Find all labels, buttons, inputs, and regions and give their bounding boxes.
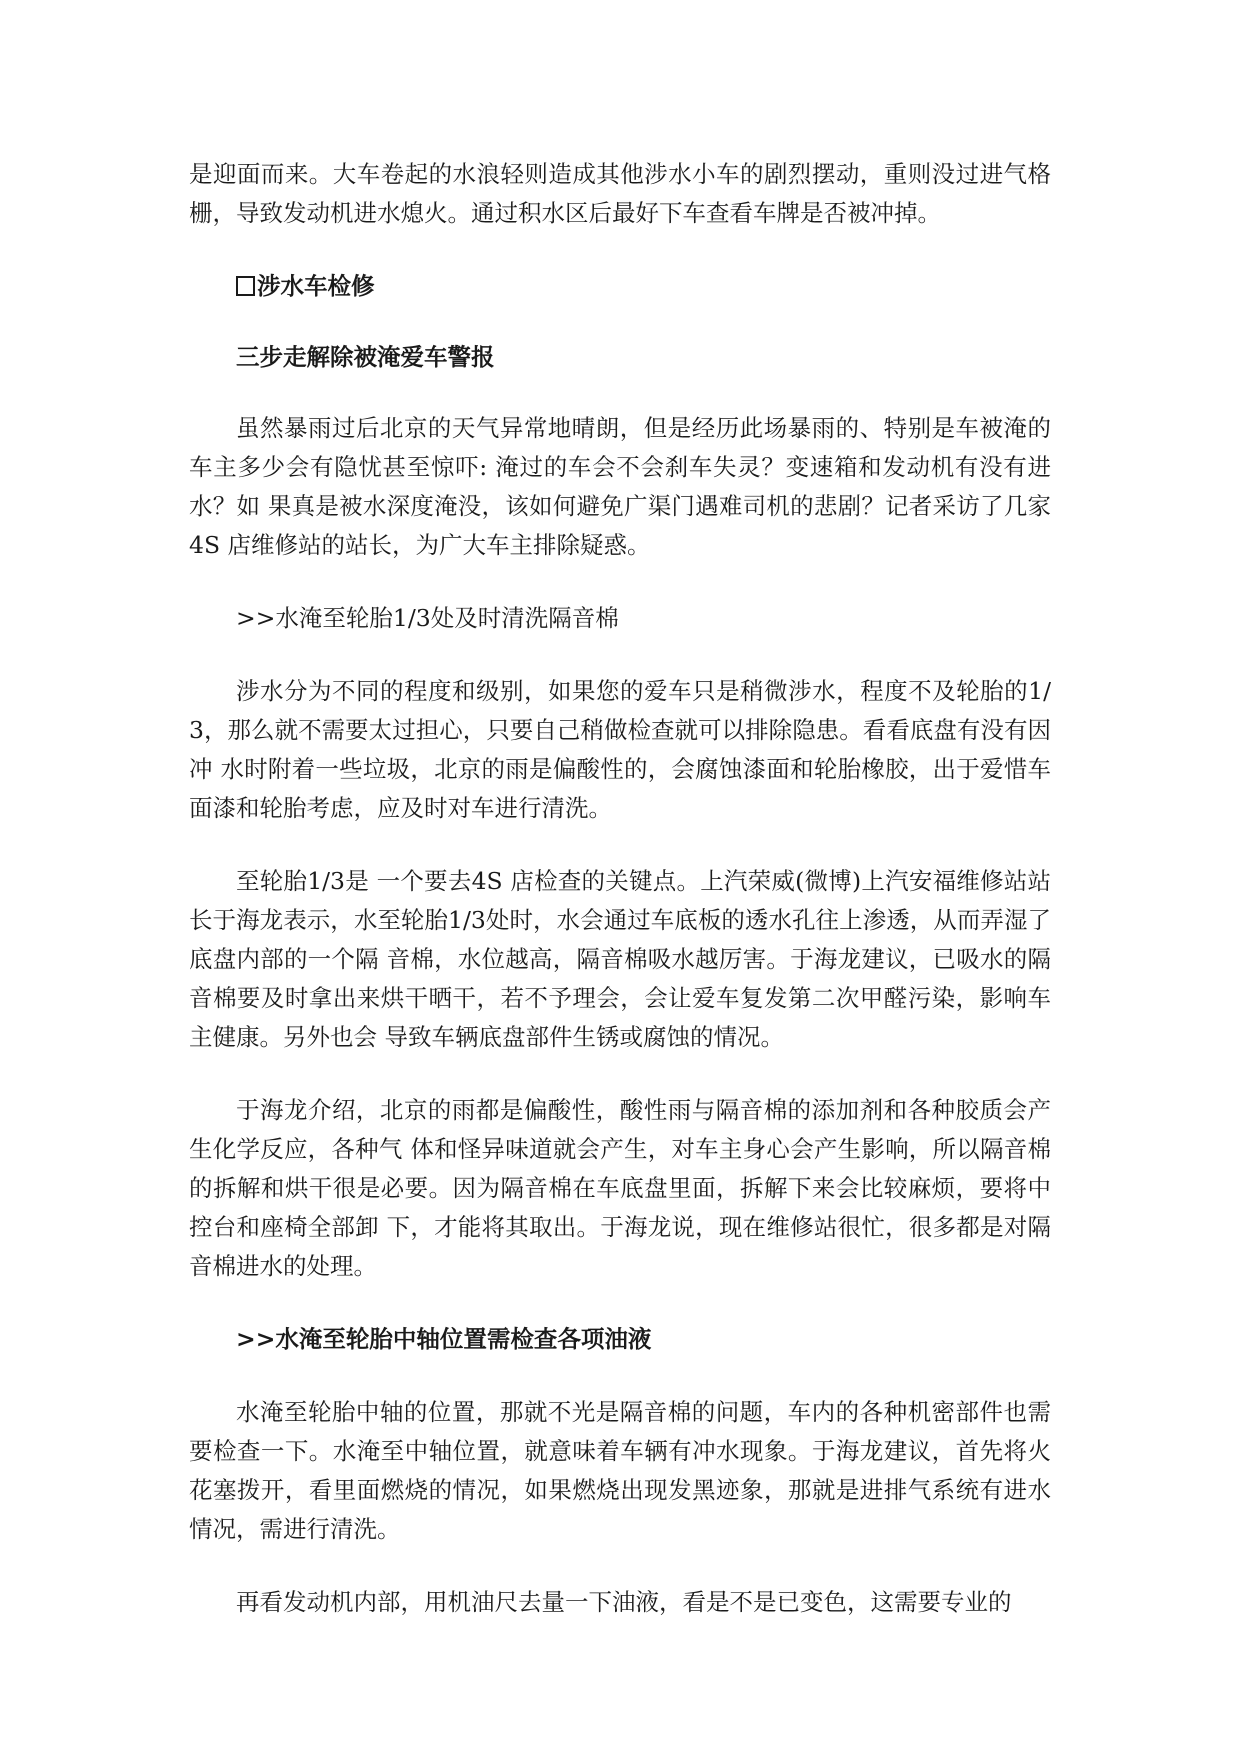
spacer [189, 1359, 1051, 1393]
section-heading-text: 涉水车检修 [257, 272, 375, 300]
spacer [189, 828, 1051, 862]
spacer [189, 233, 1051, 267]
paragraph-6: 再看发动机内部，用机油尺去量一下油液，看是不是已变色，这需要专业的 [236, 1588, 1012, 1616]
spacer [189, 1286, 1051, 1320]
paragraph-4: 于海龙介绍，北京的雨都是偏酸性，酸性雨与隔音棉的添加剂和各种胶质会产生化学反应，各种气 体和怪异味道就会产生，对车主身心会产生影响，所以隔音棉的拆解和烘干很是必要。因为隔音棉在车底盘里面，拆解下来会比较麻烦，要将中控台和座椅全部卸 下，才能将其取出。于海龙说，现在维修站很忙，很多都是对隔音棉进水的处理。 [189, 1096, 1051, 1280]
subheading-tire-one-third: >>水淹至轮胎1/3处及时清洗隔音棉 [236, 604, 619, 632]
spacer [189, 638, 1051, 672]
paragraph-5: 水淹至轮胎中轴的位置，那就不光是隔音棉的问题，车内的各种机密部件也需要检查一下。水淹至中轴位置，就意味着车辆有冲水现象。于海龙建议，首先将火花塞拨开，看里面燃烧的情况，如果燃烧出现发黑迹象，那就是进排气系统有进水情况，需进行清洗。 [189, 1398, 1051, 1543]
paragraph-intro-continuation: 是迎面而来。大车卷起的水浪轻则造成其他涉水小车的剧烈摆动，重则没过进气格栅，导致发动机进水熄火。通过积水区后最好下车查看车牌是否被冲掉。 [189, 160, 1051, 227]
checkbox-square-icon [236, 276, 255, 296]
paragraph-2: 涉水分为不同的程度和级别，如果您的爱车只是稍微涉水，程度不及轮胎的1/3，那么就不需要太过担心，只要自己稍做检查就可以排除隐患。看看底盘有没有因冲 水时附着一些垃圾，北京的雨是偏酸性的，会腐蚀漆面和轮胎橡胶，出于爱惜车面漆和轮胎考虑，应及时对车进行清洗。 [189, 677, 1051, 822]
spacer [189, 1057, 1051, 1091]
paragraph-3: 至轮胎1/3是 一个要去4S 店检查的关键点。上汽荣威(微博)上汽安福维修站站长于海龙表示，水至轮胎1/3处时，水会通过车底板的透水孔往上渗透，从而弄湿了底盘内部的一个隔 音棉，水位越高，隔音棉吸水越厉害。于海龙建议，已吸水的隔音棉要及时拿出来烘干晒干，若不予理会，会让爱车复发第二次甲醛污染，影响车主健康。另外也会 导致车辆底盘部件生锈或腐蚀的情况。 [189, 867, 1051, 1051]
spacer [189, 377, 1051, 409]
document-page [189, 155, 1051, 1622]
spacer [189, 306, 1051, 338]
subheading-tire-axle: >>水淹至轮胎中轴位置需检查各项油液 [236, 1325, 652, 1353]
article-subtitle: 三步走解除被淹爱车警报 [236, 343, 495, 371]
spacer [189, 565, 1051, 599]
spacer [189, 1549, 1051, 1583]
section-heading [189, 267, 1051, 306]
paragraph-1: 虽然暴雨过后北京的天气异常地晴朗，但是经历此场暴雨的、特别是车被淹的车主多少会有隐忧甚至惊吓: 淹过的车会不会刹车失灵？变速箱和发动机有没有进水？如 果真是被水深度淹没，该如何避免广渠门遇难司机的悲剧？记者采访了几家4S 店维修站的站长，为广大车主排除疑惑。 [189, 414, 1051, 559]
